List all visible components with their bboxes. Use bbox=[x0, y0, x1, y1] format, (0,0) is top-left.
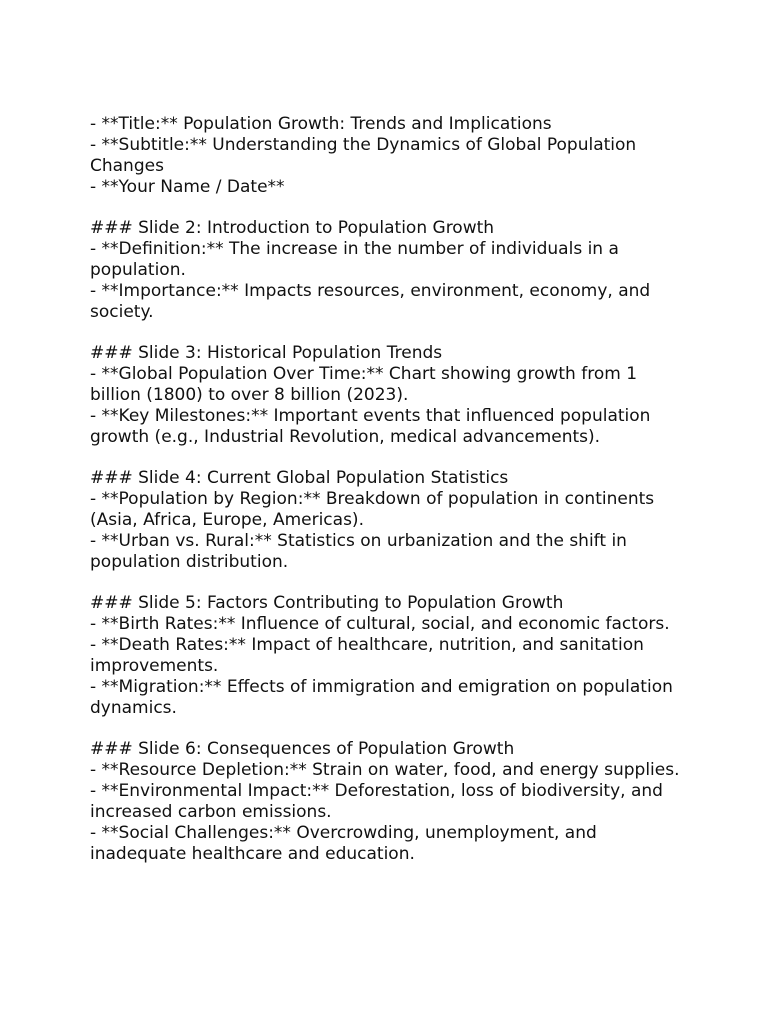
slide6-social-challenges: - **Social Challenges:** Overcrowding, unemployment, and inadequate healthcare and education. bbox=[90, 823, 597, 864]
slide6-environmental-impact: - **Environmental Impact:** Deforestation, loss of biodiversity, and increased carbon emissions. bbox=[90, 781, 663, 822]
document-body bbox=[90, 114, 690, 865]
slide5-migration: - **Migration:** Effects of immigration and emigration on population dynamics. bbox=[90, 677, 673, 718]
slide2-heading: ### Slide 2: Introduction to Population Growth bbox=[90, 218, 495, 238]
slide3-heading: ### Slide 3: Historical Population Trends bbox=[90, 343, 443, 363]
paragraph-gap bbox=[90, 573, 690, 593]
slide4-population-by-region: - **Population by Region:** Breakdown of population in continents (Asia, Africa, Europe, Americas). bbox=[90, 489, 655, 530]
slide3-global-population: - **Global Population Over Time:** Chart showing growth from 1 billion (1800) to over 8 billion (2023). bbox=[90, 364, 638, 405]
paragraph-gap bbox=[90, 323, 690, 343]
paragraph-gap bbox=[90, 448, 690, 468]
title-line: - **Title:** Population Growth: Trends and Implications bbox=[90, 114, 552, 134]
slide3-key-milestones: - **Key Milestones:** Important events that influenced population growth (e.g., Industrial Revolution, medical advancements). bbox=[90, 406, 651, 447]
paragraph-gap bbox=[90, 719, 690, 739]
slide4-heading: ### Slide 4: Current Global Population Statistics bbox=[90, 468, 509, 488]
slide4-urban-vs-rural: - **Urban vs. Rural:** Statistics on urbanization and the shift in population distribution. bbox=[90, 531, 627, 572]
slide5-birth-rates: - **Birth Rates:** Influence of cultural, social, and economic factors. bbox=[90, 614, 670, 634]
name-date-line: - **Your Name / Date** bbox=[90, 177, 285, 197]
slide6-heading: ### Slide 6: Consequences of Population Growth bbox=[90, 739, 515, 759]
paragraph-gap bbox=[90, 198, 690, 218]
slide5-heading: ### Slide 5: Factors Contributing to Population Growth bbox=[90, 593, 564, 613]
slide2-definition: - **Definition:** The increase in the number of individuals in a population. bbox=[90, 239, 619, 280]
slide5-death-rates: - **Death Rates:** Impact of healthcare, nutrition, and sanitation improvements. bbox=[90, 635, 644, 676]
slide6-resource-depletion: - **Resource Depletion:** Strain on water, food, and energy supplies. bbox=[90, 760, 680, 780]
slide2-importance: - **Importance:** Impacts resources, environment, economy, and society. bbox=[90, 281, 651, 322]
subtitle-line: - **Subtitle:** Understanding the Dynamics of Global Population Changes bbox=[90, 135, 637, 176]
